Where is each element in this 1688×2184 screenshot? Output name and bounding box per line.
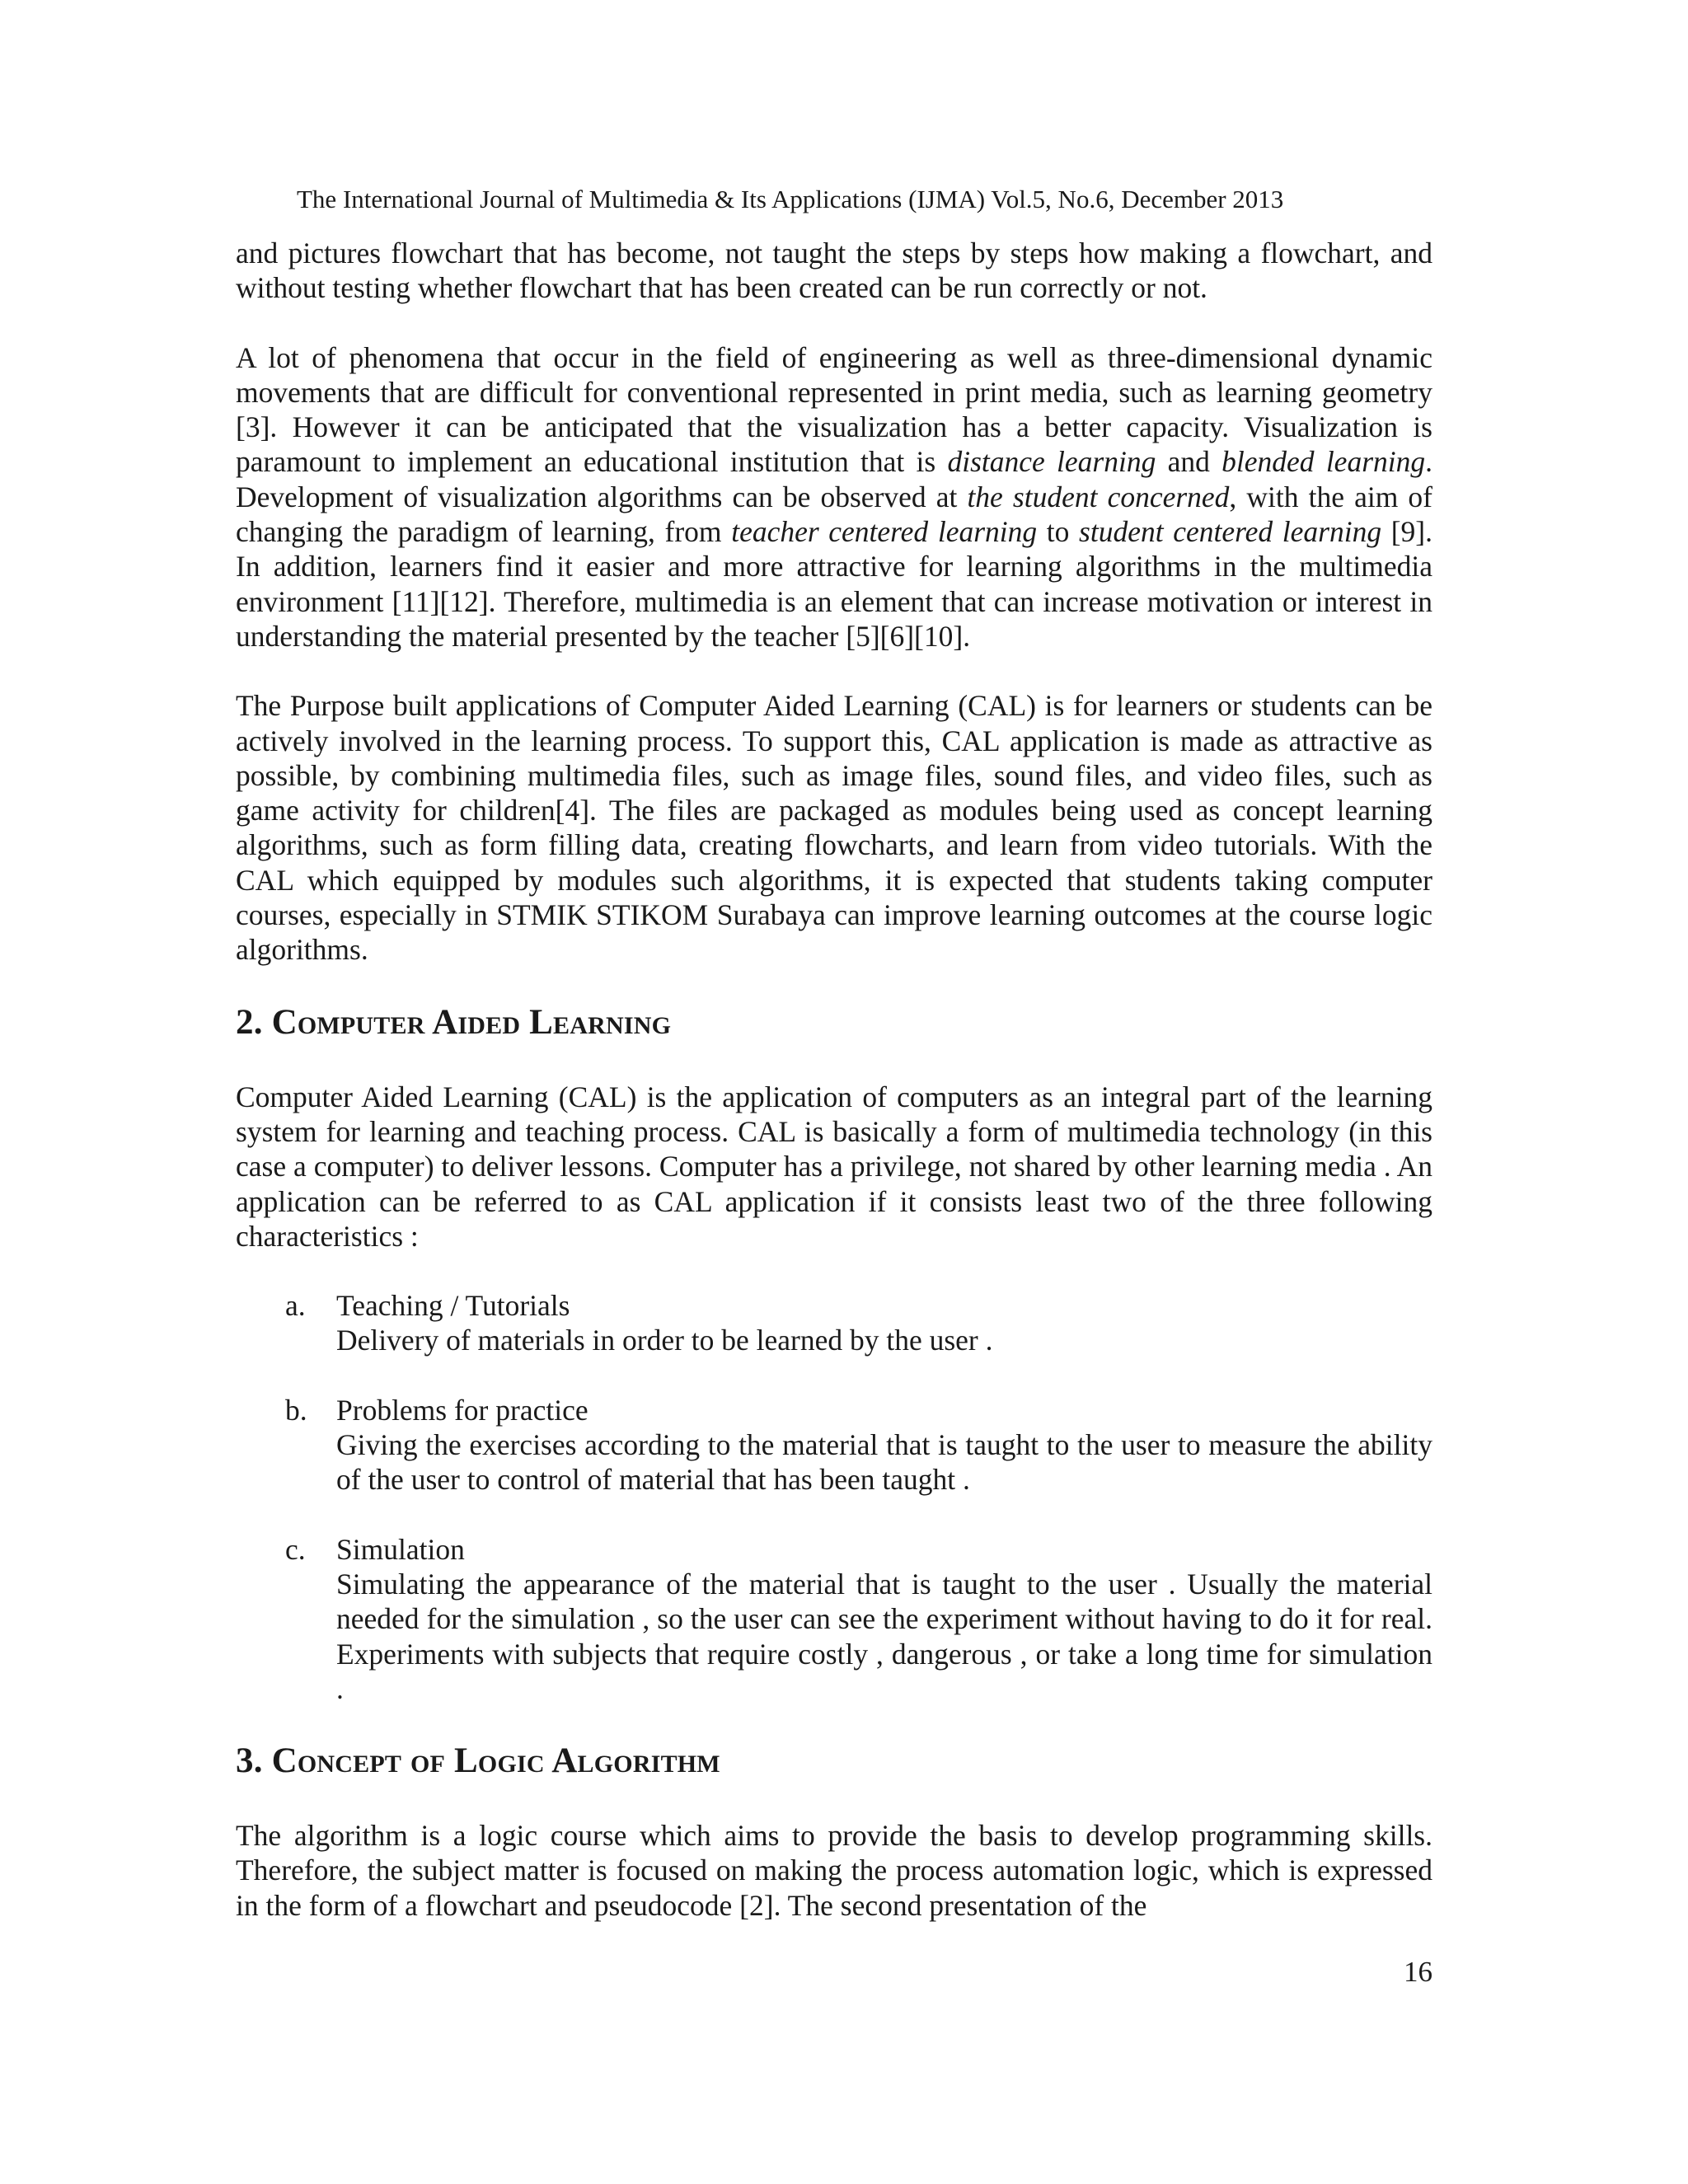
list-item [236,1393,1432,1497]
page-number: 16 [1404,1956,1432,1988]
list-item-letter: a. [285,1289,306,1323]
italic-term: blended learning [1221,445,1426,479]
body-text [236,236,1432,1957]
list-item-title: Problems for practice [336,1393,588,1427]
text-run: . Development of visualization algorithms can be observed at [236,445,1432,513]
text-run: to [1037,515,1080,549]
section-3-paragraph: The algorithm is a logic course which aims to provide the basis to develop programming skills. Therefore, the subject matter is focused on making the process automation logic, which is expressed in the form of a flowchart and pseudocode [2]. The second presentation of the [236,1819,1432,1922]
text-run: and [1156,445,1222,479]
list-item-title: Simulation [336,1532,465,1566]
section-3-heading: 3. Concept of Logic Algorithm [236,1741,720,1781]
intro-paragraph-2 [236,340,1432,654]
list-item [236,1288,1432,1358]
section-2-heading: 2. Computer Aided Learning [236,1002,672,1042]
text-run: A lot of phenomena that occur in the field of engineering as well as three-dimensional dynamic movements that are difficult for conventional represented in print media, such as learning geometry [3]. However it can be anticipated that the visualization has a better capacity. Visualization is paramount to implement an educational institution that is [236,340,1432,479]
intro-paragraph-1: and pictures flowchart that has become, not taught the steps by steps how making a flowchart, and without testing whether flowchart that has been created can be run correctly or not. [236,237,1432,305]
characteristics-list [236,1288,1432,1706]
section-2-paragraph: Computer Aided Learning (CAL) is the application of computers as an integral part of the learning system for learning and teaching process. CAL is basically a form of multimedia technology (in this case a computer) to deliver lessons. Computer has a privilege, not shared by other learning media . An application can be referred to as CAL application if it consists least two of the three following characteristics : [236,1080,1432,1253]
list-item-letter: c. [285,1532,306,1566]
intro-paragraph-3: The Purpose built applications of Computer Aided Learning (CAL) is for learners or students can be actively involved in the learning process. To support this, CAL application is made as attractive as possible, by combining multimedia files, such as image files, sound files, and video files, such as game activity for children[4]. The files are packaged as modules being used as concept learning algorithms, such as form filling data, creating flowcharts, and learn from video tutorials. With the CAL which equipped by modules such algorithms, it is expected that students taking computer courses, especially in STMIK STIKOM Surabaya can improve learning outcomes at the course logic algorithms. [236,689,1432,967]
list-item [236,1532,1432,1706]
running-header: The International Journal of Multimedia & Its Applications (IJMA) Vol.5, No.6, December 2013 [297,185,1284,213]
list-item-letter: b. [285,1393,307,1427]
italic-term: the student concerned [967,480,1230,513]
list-item-description: Simulating the appearance of the material that is taught to the user . Usually the material needed for the simulation , so the user can see the experiment without having to do it for real. Experiments with subjects that require costly , dangerous , or take a long time for simulation . [336,1567,1432,1705]
list-item-title: Teaching / Tutorials [336,1289,570,1323]
text-run: , with the aim of changing the paradigm of learning, from [236,480,1432,549]
list-item-description: Delivery of materials in order to be learned by the user . [336,1324,993,1357]
text-run: [9]. In addition, learners find it easier and more attractive for learning algorithms in the multimedia environment [11][12]. Therefore, multimedia is an element that can increase motivation or interest in understanding the material presented by the teacher [5][6][10]. [236,515,1432,653]
italic-term: distance learning [947,445,1156,479]
italic-term: teacher centered learning [731,515,1038,549]
list-item-description: Giving the exercises according to the material that is taught to the user to measure the ability of the user to control of material that has been taught . [336,1428,1432,1497]
italic-term: student centered learning [1079,515,1382,549]
